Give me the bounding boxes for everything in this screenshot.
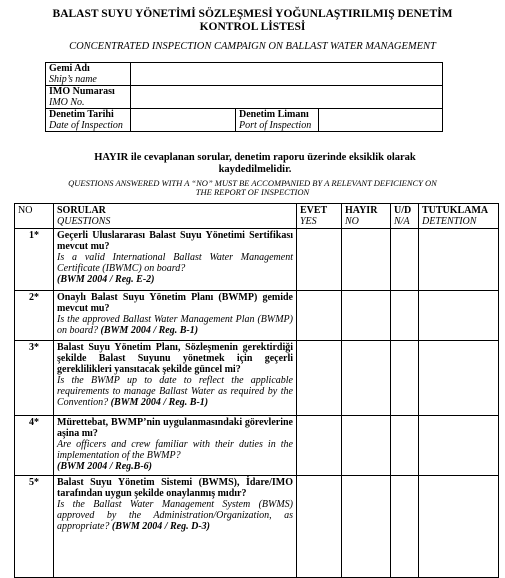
detention-cell[interactable] [419, 416, 499, 476]
header-yes-en: YES [300, 216, 317, 227]
port-label-tr: Denetim Limanı [239, 109, 309, 120]
port-label-en: Port of Inspection [239, 120, 312, 131]
answer-na-cell[interactable] [391, 341, 419, 416]
header-no-answer [342, 204, 391, 229]
question-text-tr: Balast Suyu Yönetim Sistemi (BWMS), İdare/IMO tarafından uygun şekilde onaylanmış mıdır? [57, 477, 293, 499]
table-row [15, 341, 499, 416]
question-number: 3* [15, 341, 54, 416]
question-text [54, 476, 297, 578]
title-line-1: BALAST SUYU YÖNETİMİ SÖZLEŞMESİ YOĞUNLAŞTIRILMIŞ DENETİM [52, 8, 453, 20]
question-text [54, 291, 297, 341]
answer-na-cell[interactable] [391, 416, 419, 476]
table-header-row [15, 204, 499, 229]
question-text [54, 416, 297, 476]
document-title [0, 8, 505, 34]
notice-tr-line-1: HAYIR ile cevaplanan sorular, denetim raporu üzerinde eksiklik olarak [94, 152, 416, 163]
question-reference: (BWM 2004 / Reg.B-6) [57, 461, 152, 472]
questions-table [14, 203, 499, 578]
answer-no-cell[interactable] [342, 291, 391, 341]
question-text-en: Are officers and crew familiar with their duties in the implementation of the BWMP? [57, 439, 293, 461]
header-detention-en: DETENTION [422, 216, 477, 227]
question-reference: (BWM 2004 / Reg. B-1) [100, 325, 199, 336]
table-row [15, 416, 499, 476]
notice-en-line-2: THE REPORT OF INSPECTION [195, 187, 310, 197]
table-row [15, 291, 499, 341]
answer-na-cell[interactable] [391, 229, 419, 291]
header-na [391, 204, 419, 229]
question-number: 2* [15, 291, 54, 341]
question-text-tr: Mürettebat, BWMP’nin uygulanmasındaki görevlerine aşina mı? [57, 417, 293, 439]
ship-info-table [45, 62, 443, 132]
answer-yes-cell[interactable] [297, 476, 342, 578]
answer-no-cell[interactable] [342, 476, 391, 578]
question-text-tr: Onaylı Balast Suyu Yönetim Planı (BWMP) gemide mevcut mu? [57, 292, 293, 314]
answer-no-cell[interactable] [342, 229, 391, 291]
answer-yes-cell[interactable] [297, 341, 342, 416]
question-text-tr: Balast Suyu Yönetim Planı, Sözleşmenin gerektirdiği şekilde Balast Suyunu yönetmek için geçerli gereklilikleri yansıtacak şekilde güncel mi? [57, 342, 293, 375]
question-text [54, 341, 297, 416]
detention-cell[interactable] [419, 229, 499, 291]
notice-tr [40, 152, 470, 176]
question-text [54, 229, 297, 291]
detention-cell[interactable] [419, 476, 499, 578]
header-detention [419, 204, 499, 229]
question-number: 4* [15, 416, 54, 476]
question-text-en-body: Is the Ballast Water Management System (BWMS) approved by the Administration/Organization, as appropriate? [57, 499, 293, 532]
table-row [15, 476, 499, 578]
date-field[interactable] [131, 109, 236, 132]
imo-label [46, 86, 131, 109]
header-questions [54, 204, 297, 229]
header-yes [297, 204, 342, 229]
notice-en [30, 179, 475, 197]
document-subtitle: CONCENTRATED INSPECTION CAMPAIGN ON BALLAST WATER MANAGEMENT [69, 41, 436, 52]
question-text-en: Is a valid International Ballast Water Management Certificate (IBWMC) on board? [57, 252, 293, 274]
date-label [46, 109, 131, 132]
answer-na-cell[interactable] [391, 476, 419, 578]
header-na-en: N/A [394, 216, 410, 227]
question-reference: (BWM 2004 / Reg. D-3) [111, 521, 210, 532]
date-label-tr: Denetim Tarihi [49, 109, 114, 120]
answer-na-cell[interactable] [391, 291, 419, 341]
question-text-en [57, 499, 293, 532]
answer-yes-cell[interactable] [297, 229, 342, 291]
answer-yes-cell[interactable] [297, 291, 342, 341]
question-text-en-body: Is the BWMP up to date to reflect the applicable requirements to manage Ballast Water as required by the Convention? [57, 375, 293, 408]
header-no-answer-tr: HAYIR [345, 205, 378, 216]
header-questions-en: QUESTIONS [57, 216, 111, 227]
date-label-en: Date of Inspection [49, 120, 123, 131]
table-row [15, 229, 499, 291]
header-questions-tr: SORULAR [57, 205, 106, 216]
question-text-en [57, 375, 293, 408]
notice-tr-line-2: kaydedilmelidir. [218, 164, 292, 175]
detention-cell[interactable] [419, 341, 499, 416]
header-no [15, 204, 54, 229]
question-reference: (BWM 2004 / Reg. B-1) [110, 397, 209, 408]
ship-name-label-en: Ship’s name [49, 74, 97, 85]
answer-yes-cell[interactable] [297, 416, 342, 476]
port-field[interactable] [319, 109, 443, 132]
header-no-label: NO [18, 205, 33, 216]
question-text-en-body: Is the approved Ballast Water Management Plan (BWMP) on board? [57, 314, 293, 336]
header-yes-tr: EVET [300, 205, 328, 216]
header-no-answer-en: NO [345, 216, 359, 227]
question-text-en [57, 314, 293, 336]
ship-name-label-tr: Gemi Adı [49, 63, 90, 74]
header-na-tr: U/D [394, 205, 412, 216]
question-number: 1* [15, 229, 54, 291]
ship-name-field[interactable] [131, 63, 443, 86]
ship-name-label [46, 63, 131, 86]
notice-en-line-1: QUESTIONS ANSWERED WITH A “NO” MUST BE ACCOMPANIED BY A RELEVANT DEFICIENCY ON [68, 178, 437, 188]
imo-label-en: IMO No. [49, 97, 85, 108]
port-label [236, 109, 319, 132]
question-reference: (BWM 2004 / Reg. E-2) [57, 274, 155, 285]
title-line-2: KONTROL LİSTESİ [199, 21, 306, 33]
answer-no-cell[interactable] [342, 341, 391, 416]
answer-no-cell[interactable] [342, 416, 391, 476]
question-number: 5* [15, 476, 54, 578]
imo-field[interactable] [131, 86, 443, 109]
question-text-tr: Geçerli Uluslararası Balast Suyu Yönetimi Sertifikası mevcut mu? [57, 230, 293, 252]
header-detention-tr: TUTUKLAMA [422, 205, 489, 216]
imo-label-tr: IMO Numarası [49, 86, 115, 97]
detention-cell[interactable] [419, 291, 499, 341]
